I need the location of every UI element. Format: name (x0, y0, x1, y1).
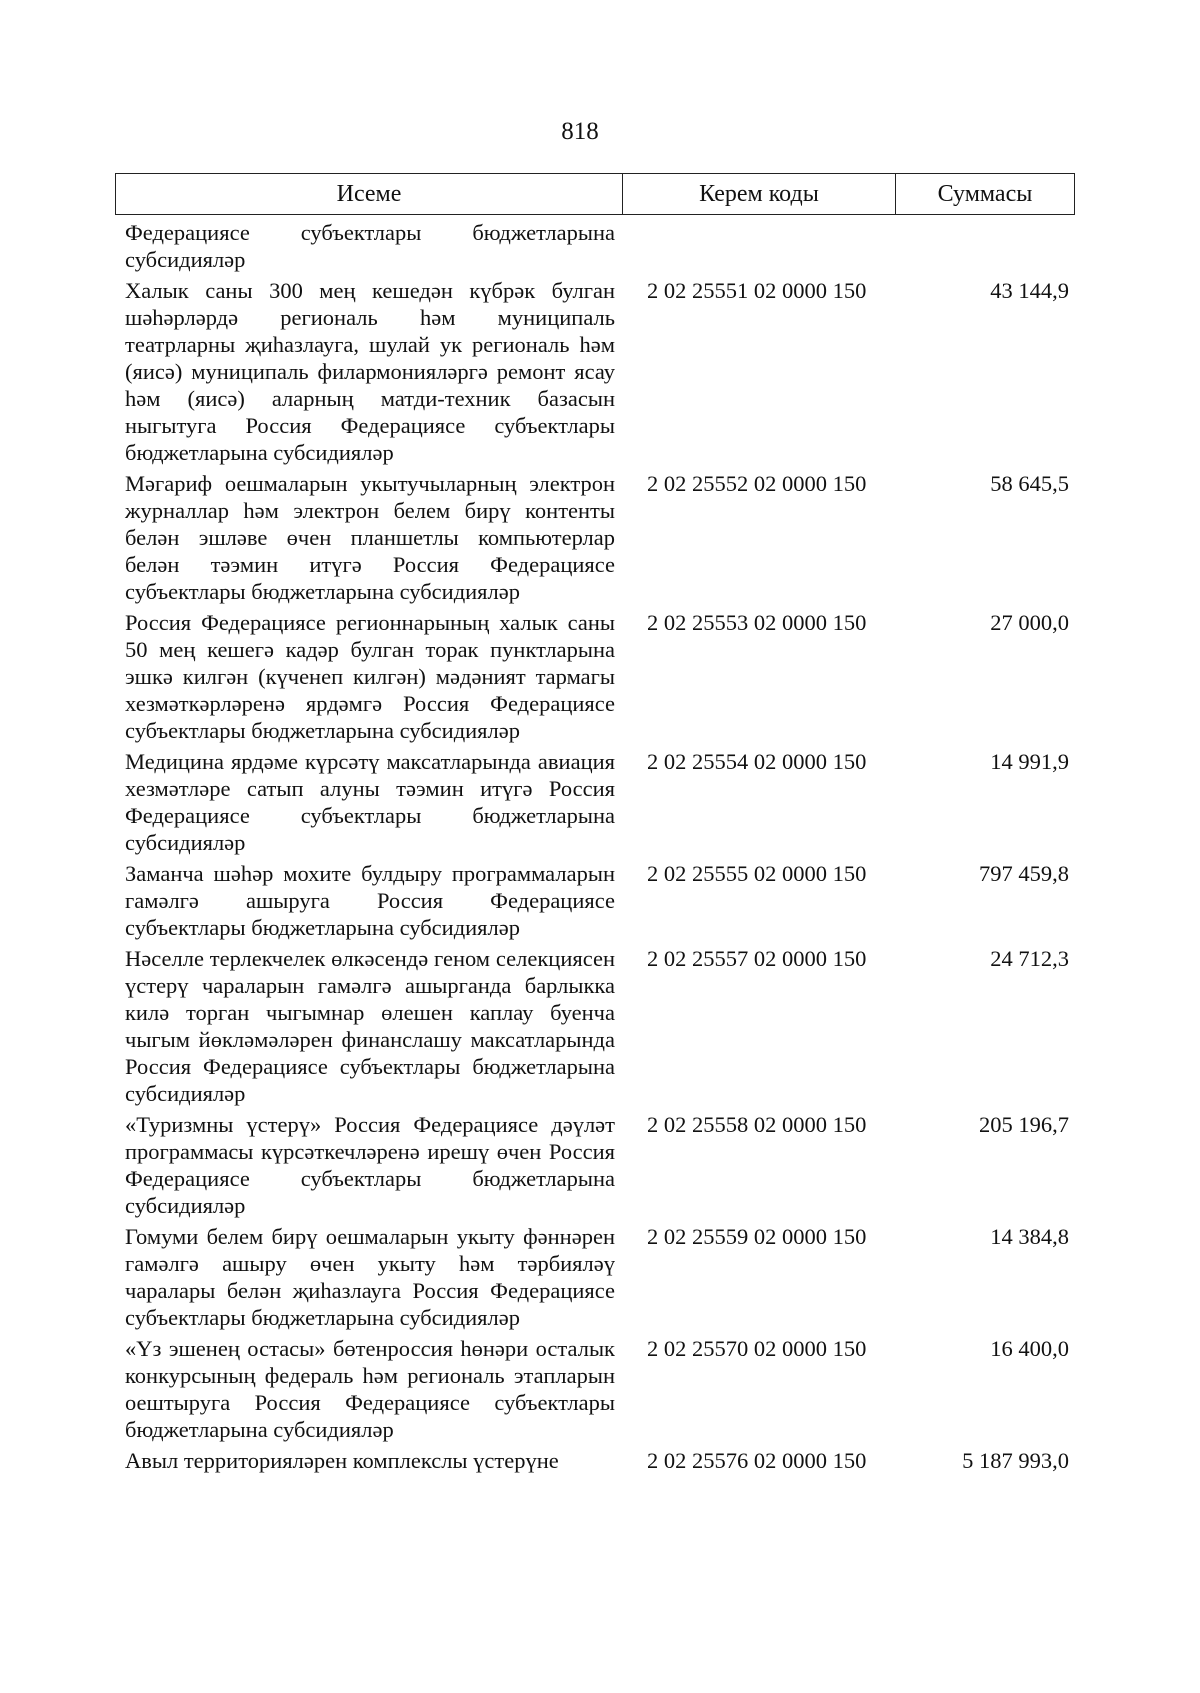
row-code: 2 02 25555 02 0000 150 (647, 861, 867, 886)
table-body (125, 219, 1075, 1474)
table-row (125, 1335, 1075, 1443)
row-code: 2 02 25576 02 0000 150 (647, 1448, 867, 1473)
row-name: Медицина ярдәме күрсәтү максатларында авиация хезмәтләре сатып алуны тәэмин итүгә Россия Федерациясе субъектлары бюджетларына субсидияләр (125, 749, 615, 855)
row-sum: 797 459,8 (979, 861, 1069, 886)
row-code: 2 02 25559 02 0000 150 (647, 1224, 867, 1249)
row-name: «Үз эшенең остасы» бөтенроссия һөнәри осталык конкурсының федераль һәм региональ этапларын оештыруга Россия Федерациясе субъектлары бюджетларына субсидияләр (125, 1336, 615, 1442)
row-code: 2 02 25570 02 0000 150 (647, 1336, 867, 1361)
row-name: Россия Федерациясе регионнарының халык саны 50 мең кешегә кадәр булган торак пунктларына эшкә килгән (күченеп килгән) мәдәният тармагы хезмәткәрләренә ярдәмгә Россия Федерациясе субъектлары бюджетларына субсидияләр (125, 610, 615, 743)
table-row (125, 748, 1075, 856)
row-name: Федерациясе субъектлары бюджетларына субсидияләр (125, 220, 615, 272)
page-number: 818 (561, 118, 599, 145)
row-code: 2 02 25554 02 0000 150 (647, 749, 867, 774)
row-sum: 205 196,7 (979, 1112, 1069, 1137)
row-name: Халык саны 300 мең кешедән күбрәк булган шәһәрләрдә региональ һәм муниципаль театрларны җиһазлауга, шулай ук региональ һәм (яисә) муниципаль филармонияләргә ремонт ясау һәм (яисә) аларның матди-техник базасын ныгытуга Россия Федерациясе субъектлары бюджетларына субсидияләр (125, 278, 615, 465)
row-sum: 14 384,8 (990, 1224, 1069, 1249)
row-name: Авыл территорияләрен комплекслы үстерүне (125, 1448, 559, 1473)
row-sum: 14 991,9 (990, 749, 1069, 774)
row-name: «Туризмны үстерү» Россия Федерациясе дәүләт программасы күрсәткечләренә ирешү өчен Россия Федерациясе субъектлары бюджетларына субсидияләр (125, 1112, 615, 1218)
table-row (125, 277, 1075, 466)
row-code: 2 02 25552 02 0000 150 (647, 471, 867, 496)
header-name: Исеме (116, 174, 623, 214)
table-row (125, 470, 1075, 605)
table-row (125, 1111, 1075, 1219)
row-sum: 24 712,3 (990, 946, 1069, 971)
row-sum: 16 400,0 (990, 1336, 1069, 1361)
table-row (125, 1447, 1075, 1474)
table-row (125, 860, 1075, 941)
table-row (125, 609, 1075, 744)
row-sum: 27 000,0 (990, 610, 1069, 635)
row-name: Мәгариф оешмаларын укытучыларның электрон журналлар һәм электрон белем бирү контенты белән эшләве өчен планшетлы компьютерлар белән тәэмин итүгә Россия Федерациясе субъектлары бюджетларына субсидияләр (125, 471, 615, 604)
table-row (125, 945, 1075, 1107)
table-header (115, 173, 1075, 215)
row-sum: 5 187 993,0 (962, 1448, 1069, 1473)
header-sum: Суммасы (937, 180, 1033, 207)
row-name: Заманча шәһәр мохите булдыру программаларын гамәлгә ашыруга Россия Федерациясе субъектлары бюджетларына субсидияләр (125, 861, 615, 940)
row-name: Гомуми белем бирү оешмаларын укыту фәннәрен гамәлгә ашыру өчен укыту һәм тәрбияләү чаралары белән җиһазлауга Россия Федерациясе субъектлары бюджетларына субсидияләр (125, 1224, 615, 1330)
row-sum: 58 645,5 (990, 471, 1069, 496)
row-name: Нәселле терлекчелек өлкәсендә геном селекциясен үстерү чараларын гамәлгә ашырганда барлыкка килә торган чыгымнар өлешен каплау буенча чыгым йөкләмәләрен финанслашу максатларында Россия Федерациясе субъектлары бюджетларына субсидияләр (125, 946, 615, 1106)
row-sum: 43 144,9 (990, 278, 1069, 303)
header-code: Керем коды (623, 174, 896, 214)
table-row (125, 1223, 1075, 1331)
row-code: 2 02 25557 02 0000 150 (647, 946, 867, 971)
row-code: 2 02 25553 02 0000 150 (647, 610, 867, 635)
row-code: 2 02 25558 02 0000 150 (647, 1112, 867, 1137)
table-row (125, 219, 1075, 273)
row-code: 2 02 25551 02 0000 150 (647, 278, 867, 303)
